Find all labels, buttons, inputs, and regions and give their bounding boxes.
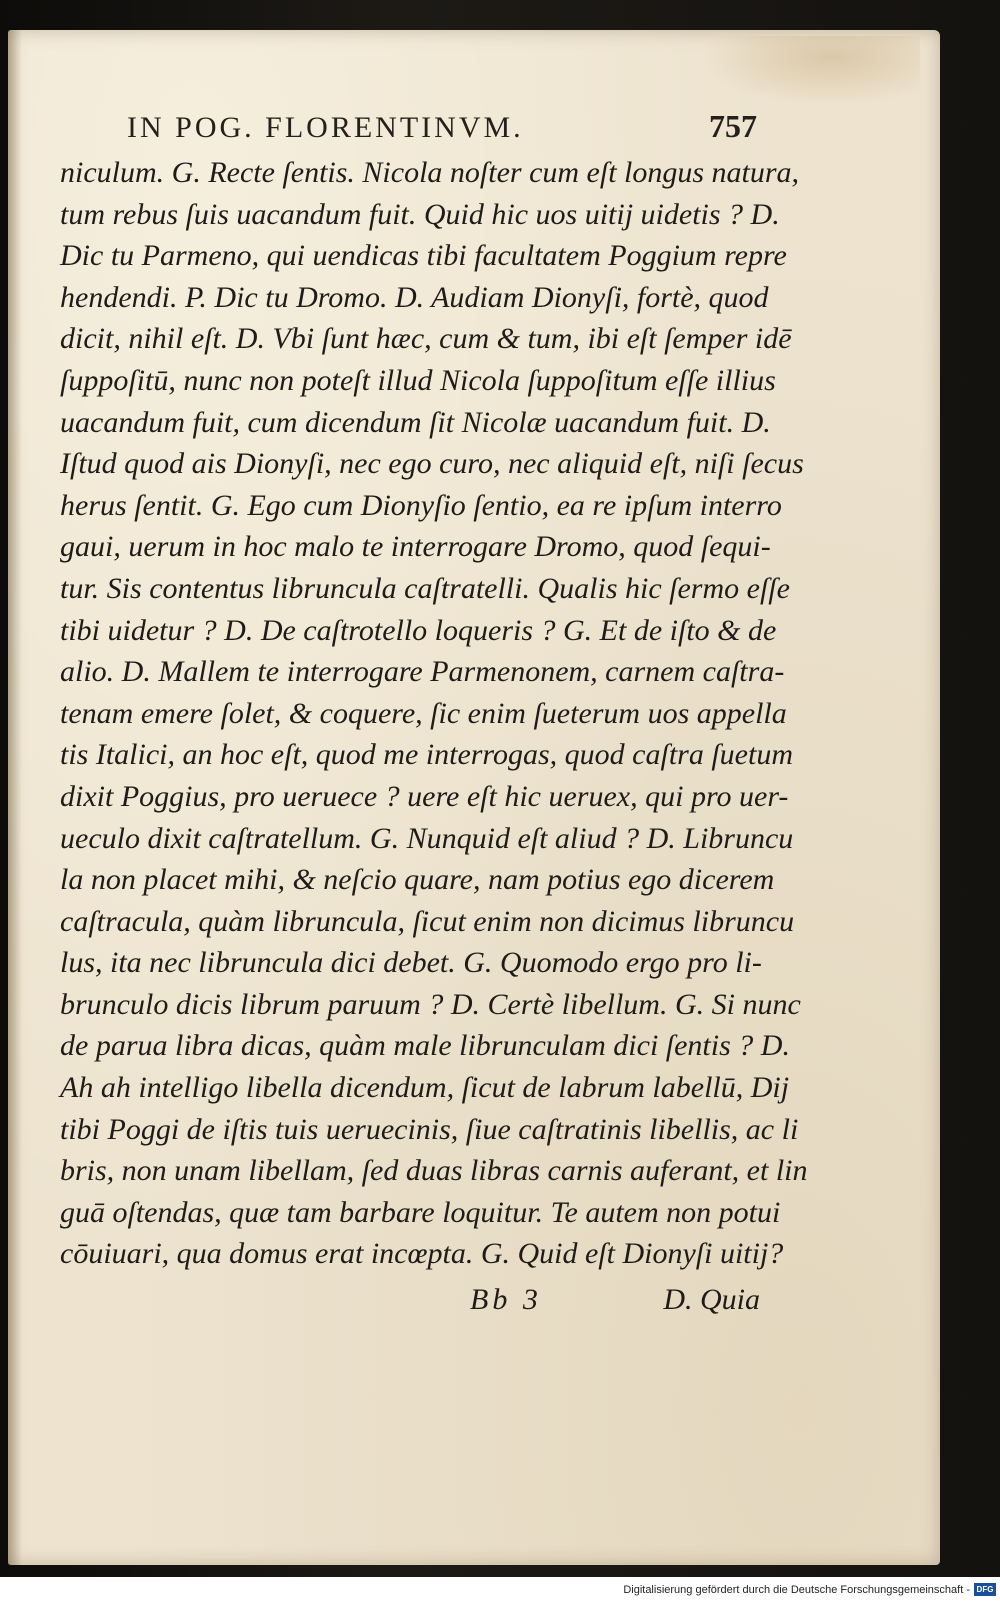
- dfg-logo-icon: DFG: [974, 1583, 996, 1596]
- text-line: la non placet mihi, & neſcio quare, nam potius ego dicerem: [60, 863, 775, 897]
- text-line: niculum. G. Recte ſentis. Nicola noſter cum eſt longus natura,: [60, 156, 800, 189]
- text-line: caſtracula, quàm librunculа, ſicut enim non dicimus libruncu: [60, 904, 795, 938]
- text-line: Ah ah intelligo libella dicendum, ſicut de labrum labellū, Dij: [60, 1071, 790, 1105]
- text-line: dicit, nihil eſt. D. Vbi ſunt hæc, cum & tum, ibi eſt ſemper idē: [60, 322, 792, 356]
- text-line: Iſtud quod ais Dionyſi, nec ego curo, nec aliquid eſt, niſi ſecus: [60, 447, 804, 481]
- text-line: ueculo dixit caſtratellum. G. Nunquid eſt aliud ? D. Libruncu: [60, 821, 794, 855]
- page-gutter-shadow: [8, 30, 22, 1565]
- text-line: herus ſentit. G. Ego cum Dionyſio ſentio, ea re ipſum interro: [60, 488, 782, 522]
- body-text: [60, 152, 808, 1275]
- text-line: alio. D. Mallem te interrogare Parmenonem, carnem caſtra-: [60, 655, 785, 689]
- running-head-title: IN POG. FLORENTINVM.: [127, 111, 524, 144]
- text-line: uacandum fuit, cum dicendum ſit Nicolæ uacandum fuit. D.: [60, 405, 771, 439]
- credit-bar: [0, 1577, 1000, 1602]
- text-line: tum rebus ſuis uacandum fuit. Quid hic uos uitij uidetis ? D.: [60, 197, 780, 231]
- text-line: tibi Poggi de iſtis tuis ueruecinis, ſiue caſtratinis libellis, ac li: [60, 1112, 799, 1146]
- text-line: tibi uidetur ? D. De caſtrotello loqueris ? G. Et de iſto & de: [60, 613, 777, 647]
- signature-mark: Bb 3: [470, 1283, 542, 1316]
- text-line: lus, ita nec librunculа dici debet. G. Quomodo ergo pro li-: [60, 946, 762, 980]
- page-number: 757: [709, 108, 757, 144]
- text-line: bris, non unam libellam, ſed duas libras carnis auferant, et lin: [60, 1154, 808, 1188]
- text-line: brunculo dicis librum paruum ? D. Certè libellum. G. Si nunc: [60, 987, 801, 1021]
- paper-stain: [700, 36, 920, 106]
- text-line: gaui, uerum in hoc malo te interrogare Dromo, quod ſequi-: [60, 530, 771, 564]
- text-line: tenam emere ſolet, & coquere, ſic enim ſueterum uos appella: [60, 696, 787, 730]
- text-line: de parua libra dicas, quàm male librunculam dici ſentis ? D.: [60, 1029, 790, 1063]
- text-line: dixit Poggius, pro ueruece ? uere eſt hic ueruex, qui pro uer-: [60, 779, 789, 813]
- text-line: cōuiuari, qua domus erat incœpta. G. Quid eſt Dionyſi uitij?: [60, 1237, 784, 1271]
- text-line: Dic tu Parmeno, qui uendicas tibi facultatem Poggium repre: [60, 239, 787, 273]
- text-line: hendendi. P. Dic tu Dromo. D. Audiam Dionyſi, fortè, quod: [60, 280, 769, 314]
- catchword: D. Quia: [663, 1283, 760, 1316]
- text-line: ſuppoſitū, nunc non poteſt illud Nicola ſuppoſitum eſſe illius: [60, 363, 776, 397]
- page-footer: [60, 1283, 760, 1323]
- running-head: [127, 108, 757, 148]
- text-line: guā oſtendas, quæ tam barbare loquitur. Te autem non potui: [60, 1195, 781, 1229]
- text-line: tis Italici, an hoc eſt, quod me interrogas, quod caſtra ſuetum: [60, 738, 793, 772]
- credit-text: Digitalisierung gefördert durch die Deutsche Forschungsgemeinschaft -: [623, 1583, 970, 1596]
- text-line: tur. Sis contentus librunculа caſtratelli. Qualis hic ſermo eſſe: [60, 571, 790, 605]
